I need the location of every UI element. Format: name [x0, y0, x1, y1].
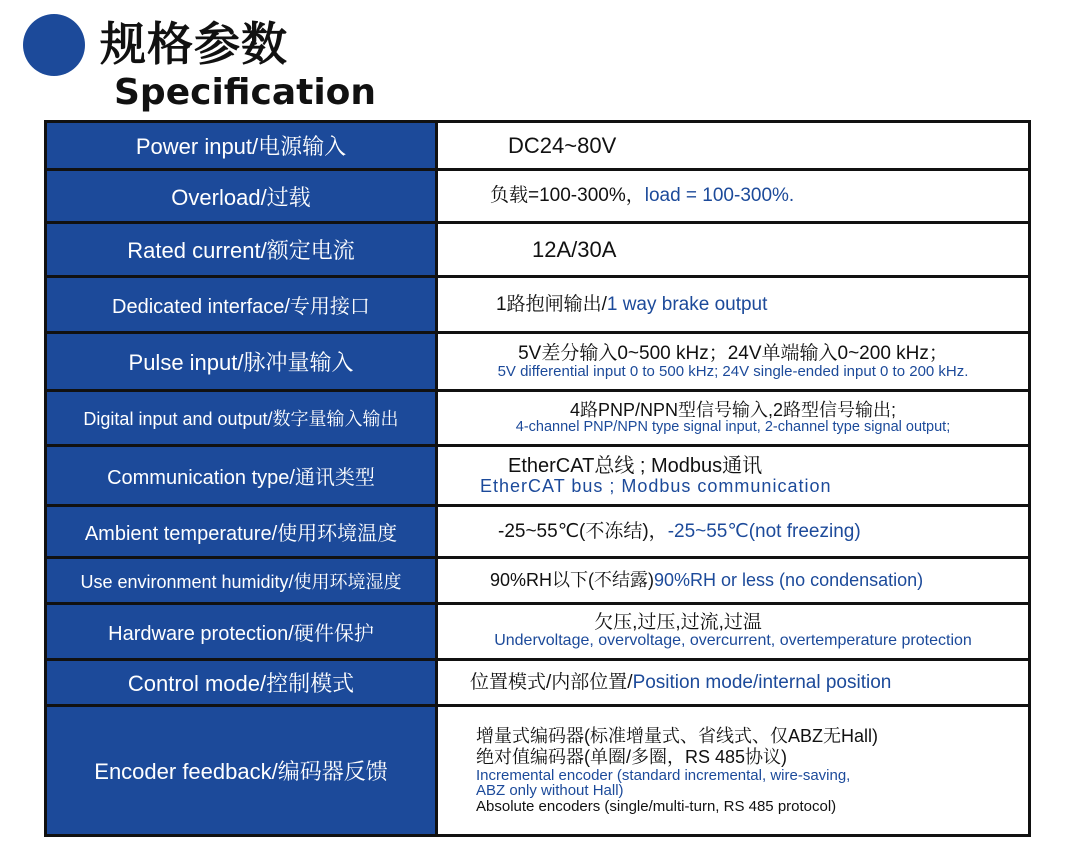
spec-label: Pulse input/脉冲量输入 [46, 333, 437, 391]
table-row [46, 333, 1030, 391]
spec-value [437, 558, 1030, 604]
spec-label: Control mode/控制模式 [46, 660, 437, 706]
spec-value [437, 333, 1030, 391]
specification-table [44, 120, 1031, 837]
table-row [46, 706, 1030, 836]
spec-value [437, 391, 1030, 446]
spec-label: Digital input and output/数字量输入输出 [46, 391, 437, 446]
spec-label: Ambient temperature/使用环境温度 [46, 506, 437, 558]
spec-value-cn: 负载=100-300%， [490, 185, 645, 207]
spec-value [437, 277, 1030, 333]
table-row [46, 558, 1030, 604]
table-row [46, 604, 1030, 660]
spec-value-en: load = 100-300%. [644, 185, 795, 207]
spec-label: Power input/电源输入 [46, 122, 437, 170]
spec-value-cn: 1路抱闸输出/ [496, 293, 607, 315]
spec-label: Use environment humidity/使用环境湿度 [46, 558, 437, 604]
spec-value-en: 90%RH or less (no condensation) [654, 570, 924, 591]
spec-value-cn: 绝对值编码器(单圈/多圈，RS 485协议) [476, 746, 788, 767]
table-row [46, 122, 1030, 170]
spec-value-cn: -25~55℃(不冻结)， [498, 520, 668, 542]
page-title: 规格参数 [100, 17, 288, 71]
spec-label: Communication type/通讯类型 [46, 446, 437, 506]
title-bullet-icon [23, 14, 85, 76]
spec-value [437, 660, 1030, 706]
spec-value-cn: EtherCAT总线 ; Modbus通讯 [508, 454, 763, 477]
spec-value-en: 1 way brake output [606, 293, 768, 315]
spec-value-cn: 4路PNP/NPN型信号输入,2路型信号输出; [569, 399, 897, 420]
spec-value-en: -25~55℃(not freezing) [667, 520, 861, 542]
spec-value-cn: 5V差分输入0~500 kHz；24V单端输入0~200 kHz； [518, 342, 948, 364]
spec-value [437, 706, 1030, 836]
spec-value-text: 12A/30A [532, 236, 617, 262]
spec-value-cn: 增量式编码器(标准增量式、省线式、仅ABZ无Hall) [476, 726, 879, 747]
table-row [46, 506, 1030, 558]
table-row [46, 446, 1030, 506]
spec-label: Dedicated interface/专用接口 [46, 277, 437, 333]
page-subtitle: Specification [114, 72, 377, 113]
spec-value-cn: 欠压,过压,过流,过温 [594, 612, 762, 634]
table-row [46, 277, 1030, 333]
spec-value-en: Undervoltage, overvoltage, overcurrent, overtemperature protection [494, 632, 972, 650]
spec-value-en: Incremental encoder (standard incremental, wire-saving, [476, 766, 851, 784]
spec-value [437, 122, 1030, 170]
spec-value [437, 170, 1030, 223]
spec-value [437, 506, 1030, 558]
spec-value-cn: 位置模式/内部位置/ [470, 671, 633, 693]
table-row [46, 223, 1030, 277]
spec-label: Rated current/额定电流 [46, 223, 437, 277]
spec-value [437, 446, 1030, 506]
spec-value-cn: 90%RH以下(不结露) [490, 570, 655, 591]
spec-value-en: Position mode/internal position [632, 671, 892, 693]
spec-label: Hardware protection/硬件保护 [46, 604, 437, 660]
page-header [0, 0, 1077, 118]
table-row [46, 660, 1030, 706]
spec-value-en: 5V differential input 0 to 500 kHz; 24V single-ended input 0 to 200 kHz. [497, 362, 969, 380]
spec-value-en: EtherCAT bus ; Modbus communication [480, 475, 832, 496]
spec-value-text: DC24~80V [508, 132, 617, 158]
spec-value [437, 604, 1030, 660]
table-row [46, 170, 1030, 223]
spec-value [437, 223, 1030, 277]
table-row [46, 391, 1030, 446]
spec-value-en: ABZ only without Hall) [476, 781, 624, 799]
spec-label: Overload/过载 [46, 170, 437, 223]
spec-value-en: Absolute encoders (single/multi-turn, RS 485 protocol) [476, 797, 837, 815]
spec-value-en: 4-channel PNP/NPN type signal input, 2-channel type signal output; [515, 418, 951, 435]
spec-label: Encoder feedback/编码器反馈 [46, 706, 437, 836]
